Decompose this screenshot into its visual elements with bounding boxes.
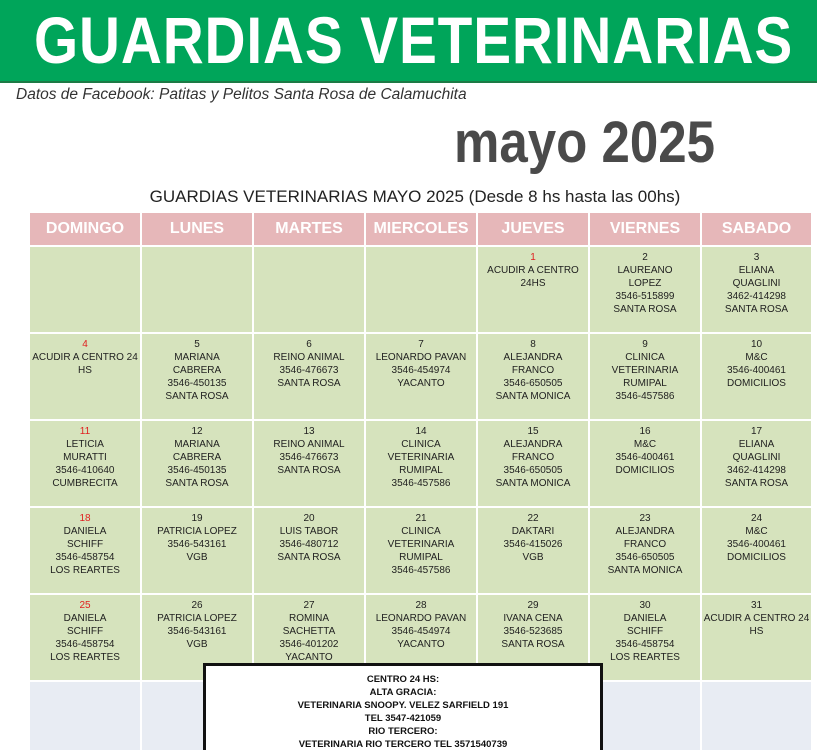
- duty-info-line: ALEJANDRA: [503, 352, 563, 363]
- day-number: 14: [415, 426, 427, 437]
- duty-info-line: 3546-458754: [55, 552, 115, 563]
- duty-info-line: 3546-401202: [279, 639, 339, 650]
- day-cell: [702, 421, 811, 506]
- info-line: RIO TERCERO:: [368, 726, 438, 737]
- duty-info-line: LAUREANO: [617, 265, 673, 276]
- table-title: GUARDIAS VETERINARIAS MAYO 2025 (Desde 8 hs hasta las 00hs): [149, 187, 681, 206]
- duty-info-line: CABRERA: [172, 452, 222, 463]
- info-line: CENTRO 24 HS:: [366, 674, 440, 685]
- day-cell: [590, 247, 700, 332]
- duty-info-line: 3546-450135: [167, 465, 227, 476]
- duty-info-line: 3546-457586: [391, 478, 451, 489]
- duty-info-line: M&C: [633, 439, 657, 450]
- duty-info-line: ROMINA: [289, 613, 329, 624]
- duty-info-line: MARIANA: [174, 352, 220, 363]
- weekday-header-martes: MARTES: [254, 213, 364, 245]
- duty-info-line: 3546-476673: [279, 365, 339, 376]
- duty-info-line: RUMIPAL: [399, 465, 443, 476]
- day-cell: [478, 247, 588, 332]
- weekday-header-jueves: JUEVES: [478, 213, 588, 245]
- month-title: mayo 2025: [454, 110, 716, 175]
- day-cell: [702, 247, 811, 332]
- duty-info-line: LETICIA: [66, 439, 104, 450]
- duty-info-line: VETERINARIA: [387, 452, 455, 463]
- day-number: 1: [530, 252, 536, 263]
- day-cell: [30, 595, 140, 680]
- duty-info-line: ELIANA: [738, 265, 775, 276]
- day-number: 31: [750, 600, 763, 611]
- day-number: 29: [527, 600, 539, 611]
- day-number: 7: [418, 339, 424, 350]
- duty-info-line: SCHIFF: [66, 539, 104, 550]
- duty-info-line: VGB: [186, 552, 208, 563]
- duty-info-line: M&C: [745, 352, 768, 363]
- duty-info-line: VGB: [522, 552, 544, 563]
- day-cell: [478, 508, 588, 593]
- day-cell: [30, 334, 140, 419]
- duty-info-line: ACUDIR A CENTRO 24: [32, 352, 138, 363]
- duty-info-line: FRANCO: [511, 452, 555, 463]
- duty-info-line: QUAGLINI: [732, 452, 781, 463]
- info-line: ALTA GRACIA:: [369, 687, 437, 698]
- duty-info-line: DANIELA: [63, 526, 107, 537]
- banner-title: GUARDIAS VETERINARIAS: [34, 3, 794, 77]
- source-credit: Datos de Facebook: Patitas y Pelitos Santa Rosa de Calamuchita: [16, 86, 467, 103]
- duty-info-line: SANTA ROSA: [613, 304, 677, 315]
- duty-info-line: CLINICA: [401, 439, 441, 450]
- duty-info-line: SANTA ROSA: [165, 478, 229, 489]
- duty-info-line: 3546-543161: [167, 626, 227, 637]
- duty-info-line: YACANTO: [397, 639, 445, 650]
- duty-info-line: SANTA ROSA: [277, 378, 341, 389]
- weekday-header-miercoles: MIERCOLES: [366, 213, 476, 245]
- duty-info-line: FRANCO: [511, 365, 555, 376]
- duty-info-line: 3546-454974: [391, 626, 451, 637]
- duty-info-line: ALEJANDRA: [503, 439, 563, 450]
- day-number: 22: [527, 513, 539, 524]
- day-cell: [478, 334, 588, 419]
- duty-info-line: SCHIFF: [66, 626, 104, 637]
- day-number: 6: [306, 339, 312, 350]
- day-number: 12: [191, 426, 203, 437]
- day-cell: [590, 421, 700, 506]
- duty-info-line: 24HS: [520, 278, 546, 289]
- day-cell: [590, 595, 700, 680]
- duty-info-line: 3546-515899: [615, 291, 675, 302]
- day-cell: [590, 508, 700, 593]
- day-cell: [30, 421, 140, 506]
- day-cell: [30, 247, 140, 332]
- day-cell: [366, 334, 476, 419]
- duty-info-line: DANIELA: [623, 613, 667, 624]
- duty-info-line: 3546-415026: [503, 539, 563, 550]
- empty-cell: [30, 682, 140, 750]
- day-cell: [702, 334, 811, 419]
- duty-info-line: ACUDIR A CENTRO 24: [703, 613, 810, 624]
- day-number: 24: [750, 513, 763, 524]
- day-number: 28: [415, 600, 427, 611]
- day-number: 9: [642, 339, 648, 350]
- duty-info-line: DOMICILIOS: [727, 552, 786, 563]
- day-number: 25: [79, 600, 91, 611]
- duty-info-line: ALEJANDRA: [615, 526, 675, 537]
- duty-info-line: 3546-543161: [167, 539, 227, 550]
- duty-info-line: QUAGLINI: [732, 278, 781, 289]
- duty-info-line: M&C: [745, 526, 768, 537]
- duty-info-line: 3546-458754: [55, 639, 115, 650]
- day-number: 20: [303, 513, 315, 524]
- day-cell: [142, 508, 252, 593]
- duty-info-line: RUMIPAL: [399, 552, 443, 563]
- duty-info-line: 3462-414298: [727, 291, 786, 302]
- weekday-header-sabado: SABADO: [702, 213, 811, 245]
- day-cell: [702, 595, 811, 680]
- duty-info-line: SANTA MONICA: [607, 565, 683, 576]
- duty-info-line: YACANTO: [397, 378, 445, 389]
- day-number: 23: [639, 513, 651, 524]
- day-number: 2: [642, 252, 648, 263]
- duty-info-line: 3546-457586: [615, 391, 675, 402]
- duty-info-line: LOS REARTES: [50, 565, 120, 576]
- duty-info-line: 3546-400461: [615, 452, 675, 463]
- day-cell: [142, 421, 252, 506]
- day-number: 27: [303, 600, 315, 611]
- duty-info-line: CUMBRECITA: [52, 478, 118, 489]
- duty-info-line: PATRICIA LOPEZ: [157, 613, 237, 624]
- duty-info-line: SANTA ROSA: [501, 639, 565, 650]
- day-cell: [254, 247, 364, 332]
- day-number: 26: [191, 600, 203, 611]
- duty-info-line: SANTA ROSA: [724, 478, 789, 489]
- duty-info-line: 3546-454974: [391, 365, 451, 376]
- duty-info-line: VETERINARIA: [611, 365, 679, 376]
- duty-info-line: 3546-476673: [279, 452, 339, 463]
- duty-info-line: SANTA ROSA: [277, 552, 341, 563]
- day-cell: [142, 334, 252, 419]
- duty-info-line: 3546-480712: [279, 539, 339, 550]
- day-number: 19: [191, 513, 203, 524]
- day-number: 4: [82, 339, 88, 350]
- duty-info-line: CABRERA: [172, 365, 222, 376]
- day-number: 11: [79, 426, 91, 437]
- day-number: 5: [194, 339, 200, 350]
- day-number: 30: [639, 600, 651, 611]
- duty-info-line: HS: [749, 626, 764, 637]
- duty-info-line: VETERINARIA: [387, 539, 455, 550]
- info-line: TEL 3547-421059: [364, 713, 442, 724]
- duty-info-line: 3546-400461: [727, 365, 786, 376]
- duty-info-line: LOS REARTES: [610, 652, 680, 663]
- duty-info-line: LOPEZ: [628, 278, 662, 289]
- day-cell: [254, 334, 364, 419]
- duty-info-line: CLINICA: [625, 352, 665, 363]
- duty-info-line: LEONARDO PAVAN: [375, 352, 467, 363]
- duty-info-line: SACHETTA: [282, 626, 336, 637]
- day-number: 15: [527, 426, 539, 437]
- duty-info-line: CLINICA: [401, 526, 441, 537]
- day-number: 10: [750, 339, 763, 350]
- duty-info-line: PATRICIA LOPEZ: [157, 526, 237, 537]
- empty-cell: [702, 682, 811, 750]
- day-number: 13: [303, 426, 315, 437]
- emergency-center-info-box: [203, 663, 603, 750]
- duty-info-line: SANTA ROSA: [277, 465, 341, 476]
- day-cell: [478, 421, 588, 506]
- duty-info-line: FRANCO: [623, 539, 667, 550]
- duty-info-line: SANTA ROSA: [165, 391, 229, 402]
- duty-info-line: IVANA CENA: [503, 613, 563, 624]
- day-number: 16: [639, 426, 651, 437]
- day-cell: [254, 508, 364, 593]
- day-cell: [30, 508, 140, 593]
- duty-info-line: DAKTARI: [511, 526, 555, 537]
- duty-info-line: LOS REARTES: [50, 652, 120, 663]
- title-banner: [0, 0, 817, 83]
- day-number: 18: [79, 513, 91, 524]
- duty-info-line: 3546-650505: [503, 465, 563, 476]
- day-cell: [366, 421, 476, 506]
- duty-info-line: MURATTI: [63, 452, 107, 463]
- duty-info-line: 3546-523685: [503, 626, 563, 637]
- day-cell: [366, 247, 476, 332]
- info-line: VETERINARIA RIO TERCERO TEL 3571540739: [298, 739, 508, 750]
- duty-info-line: 3546-457586: [391, 565, 451, 576]
- duty-info-line: HS: [78, 365, 92, 376]
- day-cell: [366, 508, 476, 593]
- duty-info-line: REINO ANIMAL: [273, 352, 345, 363]
- duty-info-line: DOMICILIOS: [615, 465, 675, 476]
- duty-info-line: SANTA MONICA: [495, 391, 571, 402]
- day-number: 17: [750, 426, 763, 437]
- duty-info-line: REINO ANIMAL: [273, 439, 345, 450]
- duty-info-line: YACANTO: [285, 652, 333, 663]
- info-line: VETERINARIA SNOOPY. VELEZ SARFIELD 191: [297, 700, 509, 711]
- duty-info-line: 3546-410640: [55, 465, 115, 476]
- duty-info-line: LEONARDO PAVAN: [375, 613, 467, 624]
- duty-info-line: SCHIFF: [626, 626, 664, 637]
- duty-info-line: ACUDIR A CENTRO: [487, 265, 579, 276]
- day-cell: [142, 247, 252, 332]
- day-number: 21: [415, 513, 427, 524]
- duty-info-line: 3546-650505: [615, 552, 675, 563]
- weekday-header-viernes: VIERNES: [590, 213, 700, 245]
- duty-info-line: 3462-414298: [727, 465, 786, 476]
- duty-info-line: MARIANA: [174, 439, 220, 450]
- duty-info-line: LUIS TABOR: [279, 526, 339, 537]
- weekday-header-lunes: LUNES: [142, 213, 252, 245]
- duty-info-line: 3546-650505: [503, 378, 563, 389]
- day-cell: [254, 421, 364, 506]
- day-cell: [590, 334, 700, 419]
- weekday-header-domingo: DOMINGO: [30, 213, 140, 245]
- duty-info-line: DOMICILIOS: [727, 378, 786, 389]
- day-cell: [702, 508, 811, 593]
- duty-info-line: VGB: [186, 639, 208, 650]
- duty-info-line: SANTA MONICA: [495, 478, 571, 489]
- duty-info-line: 3546-450135: [167, 378, 227, 389]
- duty-info-line: RUMIPAL: [623, 378, 667, 389]
- duty-info-line: SANTA ROSA: [724, 304, 789, 315]
- day-number: 8: [530, 339, 536, 350]
- duty-info-line: DANIELA: [63, 613, 107, 624]
- duty-info-line: 3546-458754: [615, 639, 675, 650]
- duty-info-line: ELIANA: [738, 439, 775, 450]
- empty-cell: [590, 682, 700, 750]
- duty-info-line: 3546-400461: [727, 539, 786, 550]
- day-number: 3: [753, 252, 760, 263]
